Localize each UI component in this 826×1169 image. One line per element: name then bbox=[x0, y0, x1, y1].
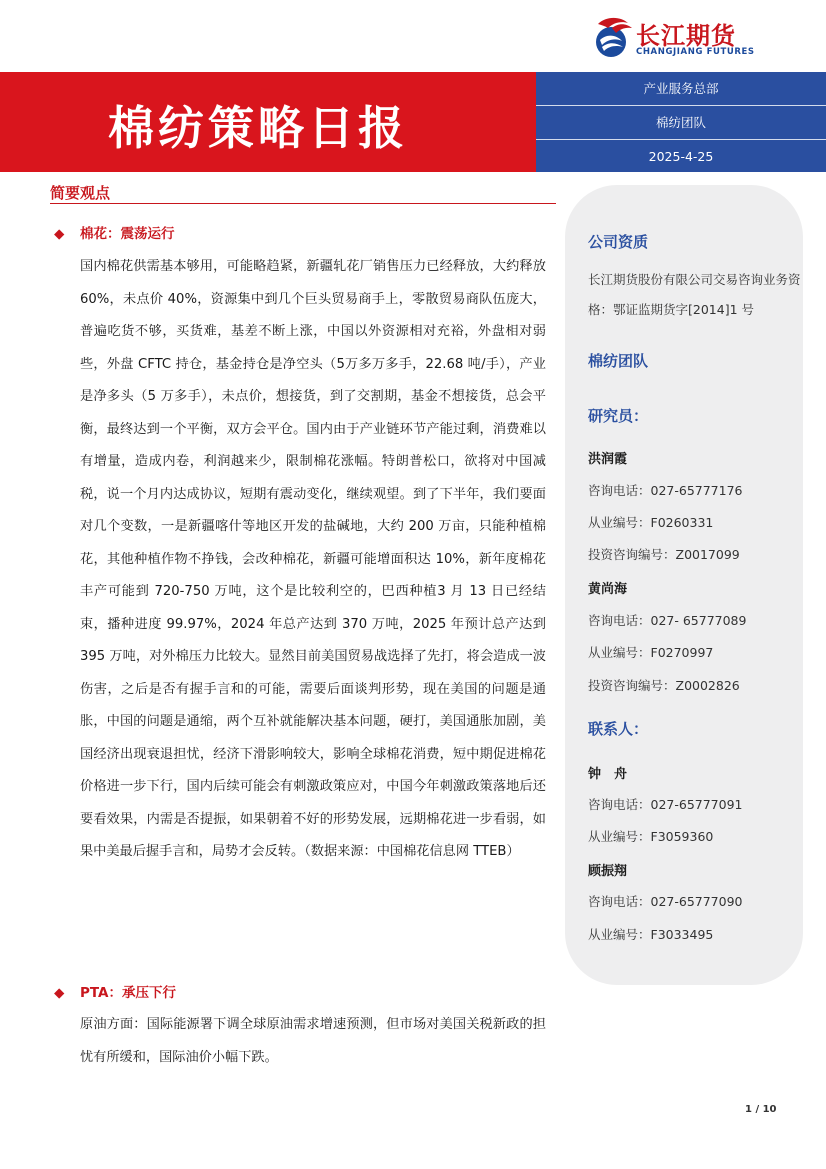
contact-license: 从业编号：F3033495 bbox=[588, 927, 714, 942]
report-date: 2025-4-25 bbox=[648, 149, 714, 164]
contact-license: 从业编号：F3059360 bbox=[588, 829, 714, 844]
contact-name: 顾振翔 bbox=[588, 864, 628, 879]
researcher-phone: 咨询电话：027- 65777089 bbox=[588, 613, 747, 628]
researcher-license: 从业编号：F0260331 bbox=[588, 515, 714, 530]
pta-paragraph: 原油方面：国际能源署下调全球原油需求增速预测，但市场对美国关税新政的担忧有所缓和，国际油价小幅下跌。 bbox=[80, 1017, 546, 1065]
logo-chinese-text: 长江期货 bbox=[636, 22, 736, 50]
pta-heading bbox=[54, 981, 176, 1001]
company-logo bbox=[592, 14, 767, 60]
researcher-name: 黄尚海 bbox=[588, 582, 628, 597]
researcher-title: 研究员： bbox=[588, 407, 649, 425]
cotton-paragraph: 国内棉花供需基本够用，可能略趋紧，新疆轧花厂销售压力已经释放，大约释放 60%，未点价 40%，资源集中到几个巨头贸易商手上，零散贸易商队伍庞大，普遍吃货不够，买货难，基差不断上涨，中国以外资源相对充裕，外盘相对弱些，外盘 CFTC 持仓，基金持仓是净空头（5万多万多手，22.68 吨/手），产业是净多头（5 万多手），未点价，想接货，到了交割期，基金不想接货，总会平衡，最终达到一个平衡，双方会平仓。国内由于产业链环节产能过剩，消费难以有增量，造成内卷，利润越来少，限制棉花涨幅。特朗普松口，欲将对中国减税，说一个月内达成协议，短期有震动变化，继续观望。到了下半年，我们要面对几个变数，一是新疆喀什等地区开发的盐碱地，大约 200 万亩，只能种植棉花，其他种植作物不挣钱，会改种棉花，新疆可能增面积达 10%，新年度棉花丰产可能到 720-750 万吨，这个是比较利空的，巴西种植3 月 13 日已经结束，播种进度 99.97%，2024 年总产达到 370 万吨，2025 年预计总产达到 395 万吨，对外棉压力比较大。显然目前美国贸易战选择了先打，将会造成一波伤害，之后是否有握手言和的可能，需要后面谈判形势，现在美国的问题是通胀，中国的问题是通缩，两个互补就能解决基本问题，硬打，美国通胀加剧，美国经济出现衰退担忧，经济下滑影响较大，影响全球棉花消费，短中期促进棉花价格进一步下行，国内后续可能会有刺激政策应对，中国今年刺激政策落地后还要看效果，内需是否提振，如果朝着不好的形势发展，远期棉花进一步看弱，如果中美最后握手言和，局势才会反转。（数据来源：中国棉花信息网 TTEB） bbox=[80, 259, 546, 859]
cotton-heading-text: 棉花：震荡运行 bbox=[80, 226, 175, 242]
contact-phone: 咨询电话：027-65777090 bbox=[588, 894, 743, 909]
researcher-phone: 咨询电话：027-65777176 bbox=[588, 483, 743, 498]
contact-phone: 咨询电话：027-65777091 bbox=[588, 797, 743, 812]
diamond-bullet-icon: ◆ bbox=[54, 226, 65, 242]
contact-title: 联系人： bbox=[588, 720, 649, 738]
cotton-heading bbox=[54, 222, 175, 242]
logo-english-text: CHANGJIANG FUTURES bbox=[636, 47, 755, 57]
researcher-license: 从业编号：F0270997 bbox=[588, 645, 714, 660]
contact-name: 钟 舟 bbox=[588, 767, 628, 782]
report-title: 棉纺策略日报 bbox=[108, 101, 408, 155]
logo-mark-icon bbox=[592, 14, 636, 60]
researcher-name: 洪润霞 bbox=[588, 452, 628, 467]
researcher-advisor-number: 投资咨询编号：Z0002826 bbox=[588, 678, 740, 693]
team-label: 棉纺团队 bbox=[655, 115, 706, 130]
page-number: 1 / 10 bbox=[745, 1104, 777, 1115]
diamond-bullet-icon: ◆ bbox=[54, 985, 65, 1001]
section-title: 简要观点 bbox=[50, 184, 111, 202]
department-label: 产业服务总部 bbox=[643, 81, 719, 96]
section-divider bbox=[50, 203, 556, 204]
pta-heading-text: PTA：承压下行 bbox=[80, 985, 177, 1001]
researcher-advisor-number: 投资咨询编号：Z0017099 bbox=[588, 547, 740, 562]
qualification-text: 长江期货股份有限公司交易咨询业务资格：鄂证监期货字[2014]1 号 bbox=[588, 272, 801, 317]
qualification-title: 公司资质 bbox=[588, 233, 649, 251]
team-title: 棉纺团队 bbox=[588, 352, 649, 370]
